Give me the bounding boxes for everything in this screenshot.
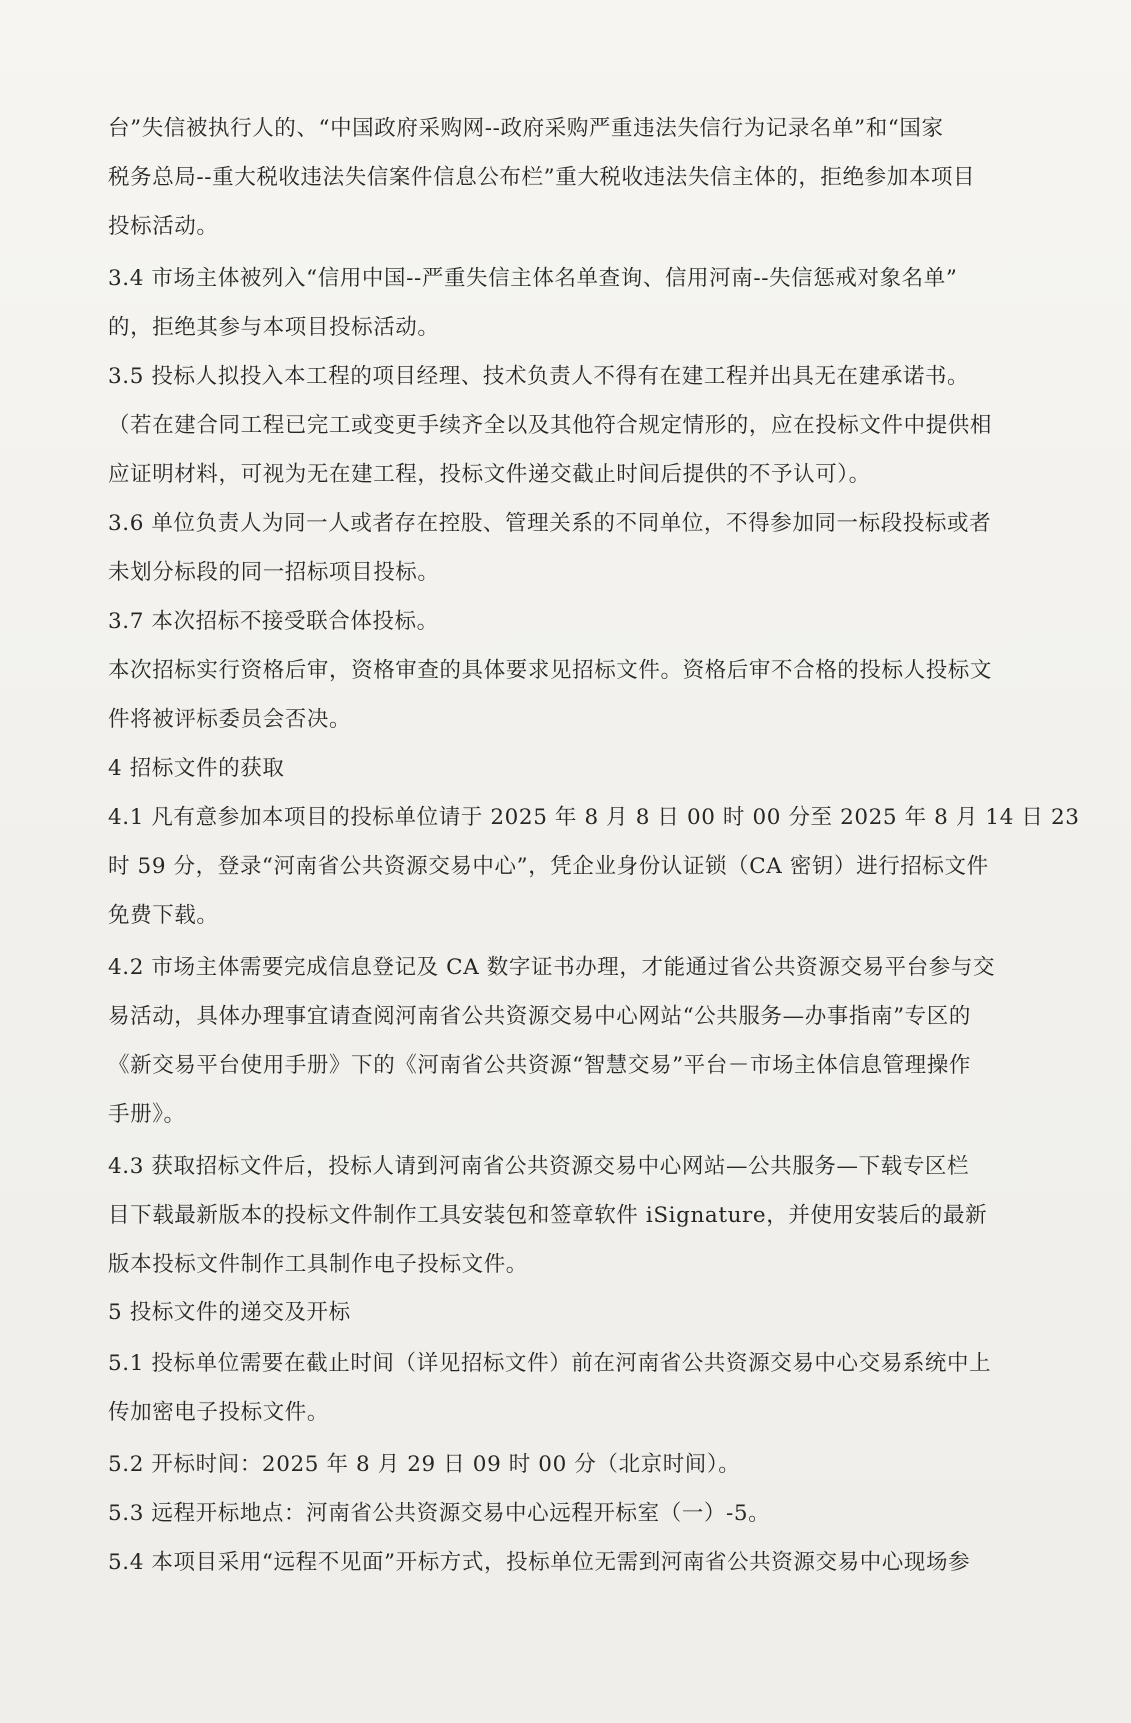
- text-line: 传加密电子投标文件。: [108, 1400, 330, 1425]
- text-line: 易活动，具体办理事宜请查阅河南省公共资源交易中心网站“公共服务—办事指南”专区的: [108, 1004, 971, 1029]
- text-line: 手册》。: [108, 1102, 186, 1127]
- clause-3-5: 3.5 投标人拟投入本工程的项目经理、技术负责人不得有在建工程并出具无在建承诺书。: [108, 364, 970, 389]
- clause-3-6: 3.6 单位负责人为同一人或者存在控股、管理关系的不同单位，不得参加同一标段投标或者: [108, 511, 992, 536]
- clause-5-4: 5.4 本项目采用“远程不见面”开标方式，投标单位无需到河南省公共资源交易中心现场参: [108, 1550, 971, 1575]
- section-heading-4: 4 招标文件的获取: [108, 756, 285, 781]
- text-line: 未划分标段的同一招标项目投标。: [108, 560, 440, 585]
- text-line: 免费下载。: [108, 903, 219, 928]
- text-line: 《新交易平台使用手册》下的《河南省公共资源“智慧交易”平台－市场主体信息管理操作: [108, 1053, 971, 1078]
- clause-5-3: 5.3 远程开标地点：河南省公共资源交易中心远程开标室（一）-5。: [108, 1501, 771, 1526]
- text-line: 的，拒绝其参与本项目投标活动。: [108, 315, 440, 340]
- text-line: 应证明材料，可视为无在建工程，投标文件递交截止时间后提供的不予认可）。: [108, 462, 871, 487]
- clause-3-7: 3.7 本次招标不接受联合体投标。: [108, 609, 439, 634]
- text-line: 版本投标文件制作工具制作电子投标文件。: [108, 1252, 528, 1277]
- clause-4-1: 4.1 凡有意参加本项目的投标单位请于 2025 年 8 月 8 日 00 时 00 分至 2025 年 8 月 14 日 23: [108, 805, 1080, 830]
- clause-4-2: 4.2 市场主体需要完成信息登记及 CA 数字证书办理，才能通过省公共资源交易平台参与交: [108, 955, 996, 980]
- clause-4-3: 4.3 获取招标文件后，投标人请到河南省公共资源交易中心网站—公共服务—下载专区栏: [108, 1154, 970, 1179]
- text-line: 投标活动。: [108, 214, 219, 239]
- text-line: 目下载最新版本的投标文件制作工具安装包和签章软件 iSignature，并使用安装后的最新: [108, 1203, 988, 1228]
- text-line: （若在建合同工程已完工或变更手续齐全以及其他符合规定情形的，应在投标文件中提供相: [108, 413, 993, 438]
- text-line: 本次招标实行资格后审，资格审查的具体要求见招标文件。资格后审不合格的投标人投标文: [108, 658, 993, 683]
- clause-3-4: 3.4 市场主体被列入“信用中国--严重失信主体名单查询、信用河南--失信惩戒对象名单”: [108, 266, 958, 291]
- text-line: 时 59 分，登录“河南省公共资源交易中心”，凭企业身份认证锁（CA 密钥）进行招标文件: [108, 854, 989, 879]
- clause-5-1: 5.1 投标单位需要在截止时间（详见招标文件）前在河南省公共资源交易中心交易系统中上: [108, 1351, 992, 1376]
- text-line: 台”失信被执行人的、“中国政府采购网--政府采购严重违法失信行为记录名单”和“国家: [108, 116, 944, 141]
- text-line: 税务总局--重大税收违法失信案件信息公布栏”重大税收违法失信主体的，拒绝参加本项目: [108, 165, 976, 190]
- clause-5-2: 5.2 开标时间：2025 年 8 月 29 日 09 时 00 分（北京时间）。: [108, 1452, 741, 1477]
- section-heading-5: 5 投标文件的递交及开标: [108, 1300, 351, 1325]
- text-line: 件将被评标委员会否决。: [108, 707, 352, 732]
